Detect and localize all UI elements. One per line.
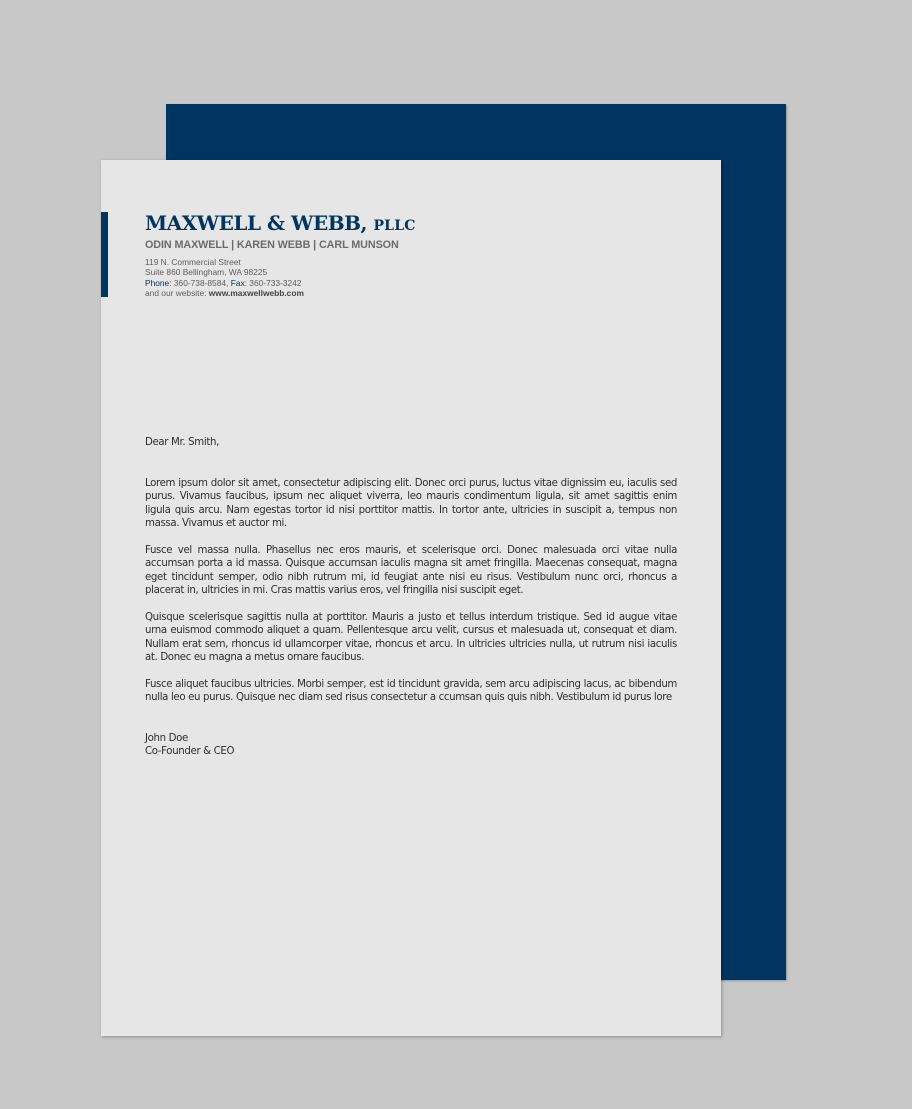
- phone-value: : 360-738-8584,: [169, 277, 231, 288]
- greeting: Dear Mr. Smith,: [145, 437, 219, 448]
- letter-body: [145, 436, 677, 759]
- phone-fax-line: [145, 278, 705, 288]
- website-label: and our website:: [145, 287, 209, 298]
- body-paragraph: Fusce aliquet faucibus ultricies. Morbi semper, est id tincidunt gravida, sem arcu adipiscing lacus, ac bibendum nulla leo eu purus. Quisque nec diam sed risus consectetur a ccumsan quis quis nibh. Vestibulum id purus lore: [145, 678, 677, 703]
- partner-names: ODIN MAXWELL | KAREN WEBB | CARL MUNSON: [145, 239, 399, 251]
- letterhead-accent-bar: [101, 212, 108, 297]
- address-line-1: 119 N. Commercial Street: [145, 257, 241, 267]
- signature-block: [145, 732, 677, 759]
- fax-label: Fax: [230, 277, 245, 288]
- website-link[interactable]: www.maxwellwebb.com: [208, 287, 304, 298]
- phone-label: Phone: [145, 277, 170, 288]
- letter-sheet: [101, 160, 721, 1036]
- body-paragraph: Fusce vel massa nulla. Phasellus nec eros mauris, et scelerisque orci. Donec malesuada orci vitae nulla accumsan porta a id massa. Quisque accumsan iaculis magna sit amet fringilla. Maecenas consequat, magna eget tincidunt semper, odio nibh rutrum mi, id feugiat ante nisi eu risus. Vestibulum nunc orci, rhoncus a placerat in, ultricies in mi. Cras mattis varius eros, vel fringilla nisi suscipit eget.: [145, 544, 677, 596]
- body-paragraph: Quisque scelerisque sagittis nulla at porttitor. Mauris a justo et tellus interdum tristique. Sed id augue vitae urna euismod commodo aliquet a quam. Pellentesque arcu velit, cursus et malesuada ut, consequat et diam. Nullam erat sem, rhoncus id ullamcorper vitae, rhoncus et arcu. In ultricies ultricies nulla, ut rutrum nisi iaculis at. Donec eu magna a metus ornare faucibus.: [145, 611, 677, 663]
- firm-name: [145, 212, 705, 237]
- signature-name: John Doe: [145, 732, 188, 744]
- body-paragraph: Lorem ipsum dolor sit amet, consectetur adipiscing elit. Donec orci purus, luctus vitae dignissim eu, iaculis sed purus. Vivamus faucibus, ipsum nec aliquet viverra, leo mauris condimentum ligula, sit amet sagittis enim ligula quis arcu. Nam egestas tortor id nisi porttitor mattis. In tortor ante, ultricies in suscipit a, tempus non massa. Vivamus et auctor mi.: [145, 477, 677, 529]
- letterhead: [145, 212, 705, 298]
- address-line-2: Suite 860 Bellingham, WA 98225: [145, 267, 268, 278]
- contact-block: [145, 257, 705, 298]
- fax-value: : 360-733-3242: [244, 277, 302, 288]
- firm-name-suffix: PLLC: [373, 218, 416, 234]
- website-line: [145, 288, 705, 298]
- signature-title: Co-Founder & CEO: [145, 746, 235, 757]
- firm-name-main: MAXWELL & WEBB,: [145, 211, 367, 235]
